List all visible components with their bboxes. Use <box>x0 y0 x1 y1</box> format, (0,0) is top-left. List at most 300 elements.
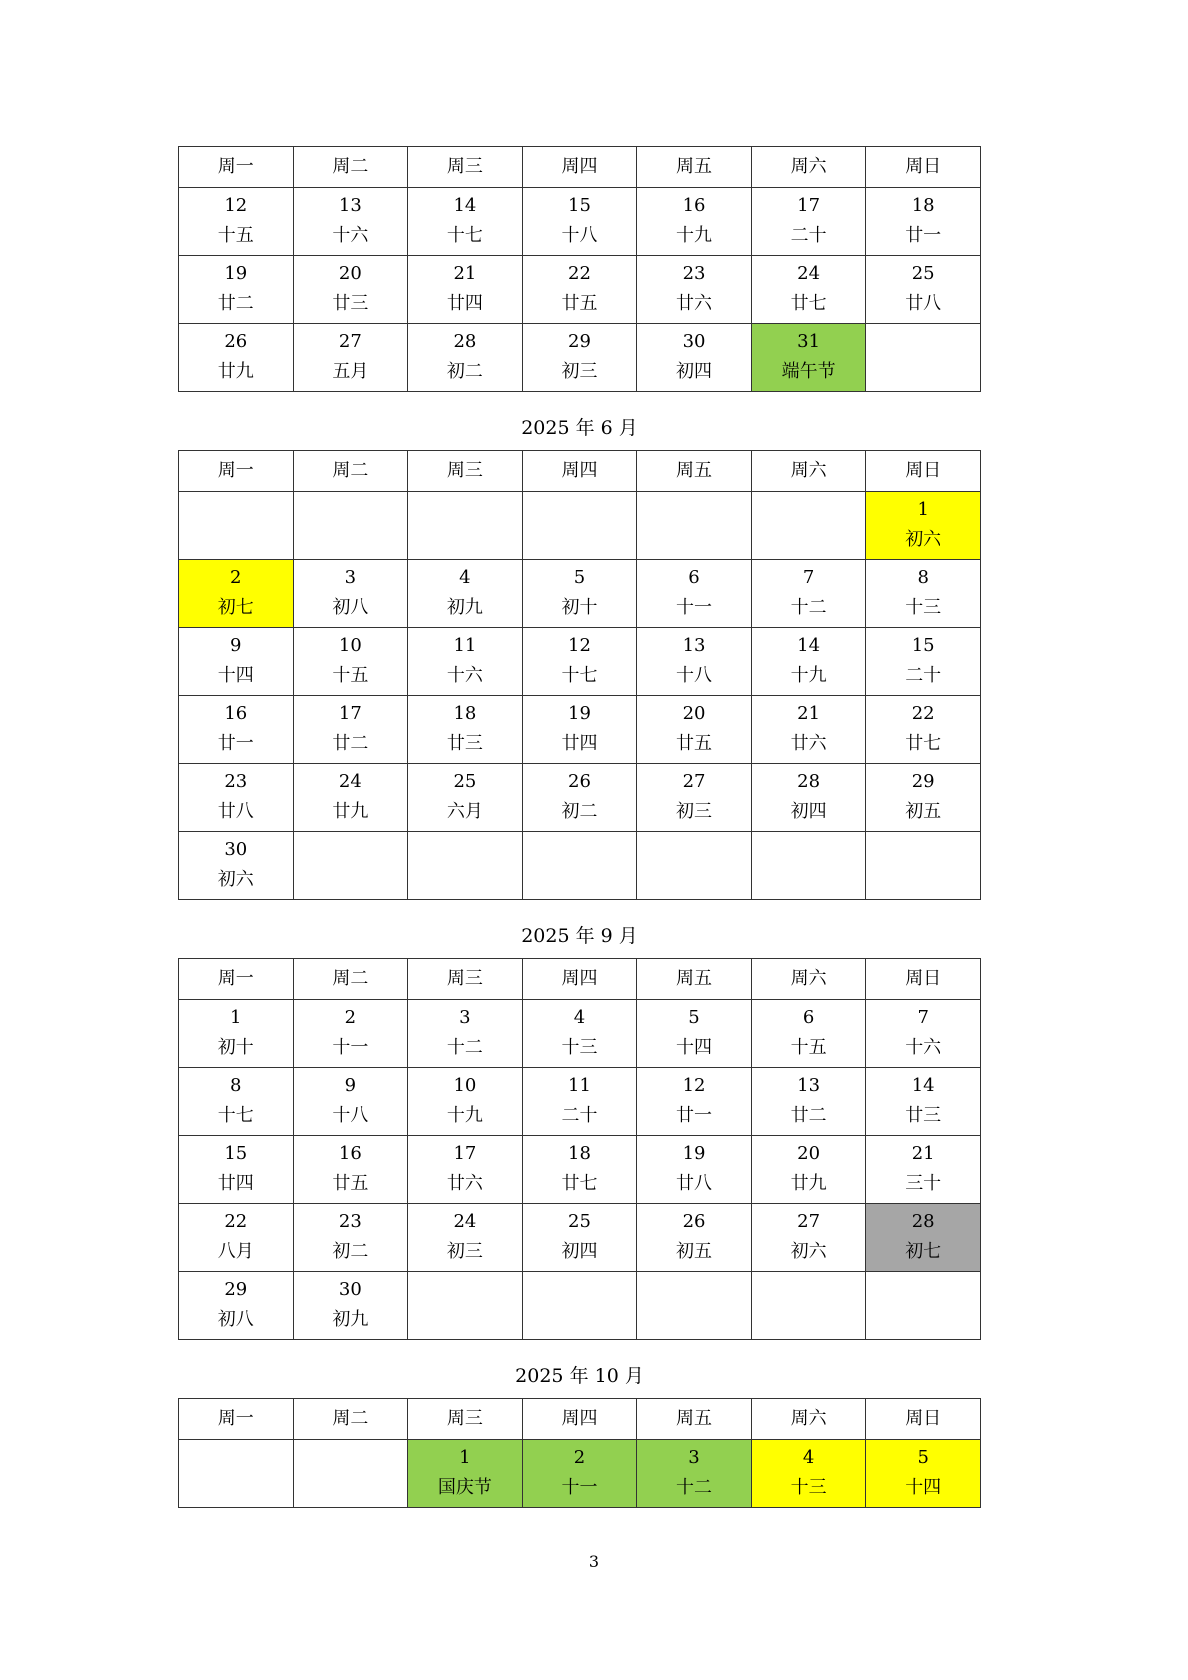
lunar-date: 廿三 <box>446 733 483 754</box>
lunar-date: 十一 <box>561 1477 598 1498</box>
day-cell <box>866 1440 981 1508</box>
week-row <box>179 492 981 560</box>
day-cell <box>179 1136 294 1204</box>
day-cell <box>408 324 523 392</box>
day-cell <box>293 1136 408 1204</box>
lunar-date: 十八 <box>561 225 598 246</box>
day-cell <box>522 764 637 832</box>
empty-cell <box>293 492 408 560</box>
lunar-date: 廿三 <box>332 293 369 314</box>
weekday-header: 周一 <box>179 959 294 1000</box>
day-number: 14 <box>911 1075 935 1096</box>
day-number: 5 <box>917 1447 929 1468</box>
day-number: 25 <box>453 771 477 792</box>
day-number: 31 <box>797 331 821 352</box>
day-cell <box>637 560 752 628</box>
lunar-date: 十六 <box>446 665 483 686</box>
week-row <box>179 1440 981 1508</box>
day-number: 8 <box>917 567 929 588</box>
week-row <box>179 188 981 256</box>
lunar-date: 初二 <box>561 801 598 822</box>
day-number: 15 <box>224 1143 248 1164</box>
day-cell <box>522 628 637 696</box>
day-number: 3 <box>688 1447 700 1468</box>
day-number: 30 <box>682 331 706 352</box>
empty-cell <box>866 1272 981 1340</box>
weekday-header: 周日 <box>866 451 981 492</box>
day-cell <box>179 1000 294 1068</box>
lunar-date: 国庆节 <box>437 1477 492 1498</box>
lunar-date: 廿三 <box>905 1105 942 1126</box>
day-cell <box>293 1068 408 1136</box>
empty-cell <box>637 1272 752 1340</box>
day-number: 29 <box>224 1279 248 1300</box>
day-cell <box>751 1000 866 1068</box>
day-number: 22 <box>224 1211 248 1232</box>
lunar-date: 初七 <box>905 1241 942 1262</box>
day-number: 2 <box>344 1007 357 1028</box>
week-row <box>179 1068 981 1136</box>
day-cell <box>751 1068 866 1136</box>
lunar-date: 八月 <box>217 1241 254 1262</box>
page-number: 3 <box>588 1552 600 1571</box>
day-cell <box>866 560 981 628</box>
day-cell <box>293 560 408 628</box>
week-row <box>179 1204 981 1272</box>
day-cell <box>408 560 523 628</box>
day-number: 26 <box>224 331 248 352</box>
day-number: 14 <box>453 195 477 216</box>
day-number: 19 <box>682 1143 706 1164</box>
weekday-header: 周日 <box>866 959 981 1000</box>
lunar-date: 初三 <box>676 801 713 822</box>
day-number: 20 <box>338 263 362 284</box>
day-number: 27 <box>797 1211 821 1232</box>
lunar-date: 廿六 <box>790 733 827 754</box>
day-number: 6 <box>802 1007 815 1028</box>
lunar-date: 廿二 <box>790 1105 827 1126</box>
lunar-date: 初二 <box>446 361 483 382</box>
day-cell <box>179 1272 294 1340</box>
lunar-date: 初六 <box>790 1241 827 1262</box>
day-number: 18 <box>453 703 477 724</box>
day-number: 12 <box>682 1075 706 1096</box>
lunar-date: 十七 <box>561 665 598 686</box>
empty-cell <box>751 832 866 900</box>
day-cell <box>179 560 294 628</box>
day-cell <box>637 764 752 832</box>
day-number: 17 <box>797 195 821 216</box>
day-cell <box>179 324 294 392</box>
weekday-header: 周四 <box>522 451 637 492</box>
day-number: 23 <box>338 1211 362 1232</box>
day-cell <box>293 1000 408 1068</box>
day-number: 24 <box>797 263 821 284</box>
day-number: 25 <box>568 1211 591 1232</box>
calendar-table <box>178 146 981 392</box>
lunar-date: 初九 <box>332 1309 369 1330</box>
lunar-date: 廿九 <box>790 1173 827 1194</box>
day-cell <box>522 1204 637 1272</box>
weekday-header: 周六 <box>751 451 866 492</box>
week-row <box>179 324 981 392</box>
day-number: 19 <box>224 263 248 284</box>
day-cell <box>751 324 866 392</box>
day-number: 17 <box>453 1143 477 1164</box>
empty-cell <box>408 832 523 900</box>
lunar-date: 廿四 <box>561 733 598 754</box>
week-row <box>179 1272 981 1340</box>
day-cell <box>522 188 637 256</box>
day-number: 10 <box>338 635 362 656</box>
lunar-date: 十一 <box>676 597 713 618</box>
day-cell <box>179 628 294 696</box>
day-cell <box>637 696 752 764</box>
lunar-date: 廿一 <box>217 733 254 754</box>
lunar-date: 初十 <box>217 1037 254 1058</box>
month-title: 2025 年 9 月 <box>521 925 638 947</box>
day-number: 5 <box>688 1007 700 1028</box>
lunar-date: 初六 <box>217 869 254 890</box>
month-title: 2025 年 6 月 <box>521 417 638 439</box>
day-cell <box>293 256 408 324</box>
day-number: 14 <box>797 635 821 656</box>
day-number: 24 <box>453 1211 477 1232</box>
day-cell <box>179 1204 294 1272</box>
empty-cell <box>522 492 637 560</box>
lunar-date: 十八 <box>332 1105 369 1126</box>
lunar-date: 初五 <box>905 801 942 822</box>
day-number: 15 <box>568 195 591 216</box>
day-number: 28 <box>911 1211 935 1232</box>
weekday-header: 周二 <box>293 1399 408 1440</box>
day-cell <box>522 256 637 324</box>
day-cell <box>179 832 294 900</box>
empty-cell <box>408 1272 523 1340</box>
lunar-date: 廿四 <box>217 1173 254 1194</box>
empty-cell <box>751 1272 866 1340</box>
lunar-date: 初八 <box>332 597 369 618</box>
week-row <box>179 256 981 324</box>
lunar-date: 廿二 <box>217 293 254 314</box>
day-cell <box>522 696 637 764</box>
day-cell <box>637 1136 752 1204</box>
lunar-date: 十六 <box>905 1037 942 1058</box>
day-number: 30 <box>224 839 248 860</box>
day-cell <box>522 1000 637 1068</box>
lunar-date: 十三 <box>561 1037 598 1058</box>
weekday-header-row <box>179 147 981 188</box>
day-number: 28 <box>453 331 477 352</box>
day-number: 7 <box>802 567 815 588</box>
day-number: 10 <box>453 1075 477 1096</box>
weekday-header: 周五 <box>637 959 752 1000</box>
lunar-date: 十七 <box>446 225 483 246</box>
day-number: 29 <box>568 331 591 352</box>
day-number: 16 <box>338 1143 362 1164</box>
lunar-date: 廿八 <box>676 1173 713 1194</box>
day-number: 11 <box>568 1075 591 1096</box>
day-cell <box>408 1000 523 1068</box>
day-cell <box>179 188 294 256</box>
day-number: 16 <box>682 195 706 216</box>
day-number: 1 <box>230 1007 242 1028</box>
day-number: 24 <box>338 771 362 792</box>
lunar-date: 二十 <box>561 1105 598 1126</box>
day-cell <box>293 1204 408 1272</box>
empty-cell <box>293 1440 408 1508</box>
lunar-date: 廿五 <box>676 733 713 754</box>
day-cell <box>522 324 637 392</box>
lunar-date: 初二 <box>332 1241 369 1262</box>
day-cell <box>751 188 866 256</box>
day-cell <box>751 256 866 324</box>
day-cell <box>637 188 752 256</box>
day-number: 5 <box>573 567 586 588</box>
lunar-date: 十七 <box>217 1105 254 1126</box>
lunar-date: 三十 <box>905 1173 942 1194</box>
lunar-date: 十四 <box>676 1037 713 1058</box>
day-cell <box>408 764 523 832</box>
lunar-date: 十一 <box>332 1037 369 1058</box>
empty-cell <box>866 832 981 900</box>
day-number: 4 <box>459 567 471 588</box>
day-number: 9 <box>230 635 242 656</box>
weekday-header: 周五 <box>637 451 752 492</box>
day-cell <box>522 1440 637 1508</box>
lunar-date: 十九 <box>446 1105 483 1126</box>
day-cell <box>408 188 523 256</box>
day-cell <box>637 1000 752 1068</box>
day-cell <box>293 324 408 392</box>
weekday-header: 周三 <box>408 451 523 492</box>
lunar-date: 廿九 <box>217 361 254 382</box>
day-cell <box>866 492 981 560</box>
weekday-header: 周三 <box>408 959 523 1000</box>
day-cell <box>866 696 981 764</box>
empty-cell <box>408 492 523 560</box>
day-cell <box>522 560 637 628</box>
lunar-date: 廿八 <box>905 293 942 314</box>
day-cell <box>408 1440 523 1508</box>
day-cell <box>179 764 294 832</box>
lunar-date: 初六 <box>905 529 942 550</box>
day-number: 9 <box>344 1075 357 1096</box>
day-cell <box>751 764 866 832</box>
lunar-date: 廿二 <box>332 733 369 754</box>
lunar-date: 二十 <box>790 225 827 246</box>
weekday-header: 周三 <box>408 147 523 188</box>
day-number: 21 <box>797 703 821 724</box>
lunar-date: 六月 <box>446 801 483 822</box>
day-number: 22 <box>911 703 935 724</box>
weekday-header: 周三 <box>408 1399 523 1440</box>
lunar-date: 初五 <box>676 1241 713 1262</box>
day-cell <box>751 628 866 696</box>
lunar-date: 十五 <box>217 225 254 246</box>
day-number: 2 <box>230 567 242 588</box>
lunar-date: 廿七 <box>790 293 827 314</box>
week-row <box>179 696 981 764</box>
weekday-header: 周一 <box>179 1399 294 1440</box>
day-cell <box>408 1136 523 1204</box>
day-number: 8 <box>230 1075 242 1096</box>
day-cell <box>637 324 752 392</box>
day-number: 29 <box>911 771 935 792</box>
lunar-date: 廿五 <box>332 1173 369 1194</box>
lunar-date: 初四 <box>561 1241 598 1262</box>
weekday-header-row <box>179 451 981 492</box>
day-number: 1 <box>917 499 929 520</box>
lunar-date: 廿六 <box>446 1173 483 1194</box>
empty-cell <box>179 1440 294 1508</box>
lunar-date: 十六 <box>332 225 369 246</box>
lunar-date: 廿六 <box>676 293 713 314</box>
lunar-date: 初七 <box>217 597 254 618</box>
weekday-header: 周一 <box>179 147 294 188</box>
day-cell <box>293 1272 408 1340</box>
day-number: 7 <box>917 1007 929 1028</box>
weekday-header: 周六 <box>751 147 866 188</box>
day-cell <box>293 628 408 696</box>
day-cell <box>866 1000 981 1068</box>
week-row <box>179 832 981 900</box>
weekday-header: 周五 <box>637 1399 752 1440</box>
weekday-header: 周四 <box>522 1399 637 1440</box>
lunar-date: 十二 <box>676 1477 713 1498</box>
weekday-header: 周二 <box>293 959 408 1000</box>
day-cell <box>751 560 866 628</box>
day-cell <box>751 1440 866 1508</box>
empty-cell <box>293 832 408 900</box>
day-number: 13 <box>682 635 706 656</box>
weekday-header: 周六 <box>751 959 866 1000</box>
lunar-date: 端午节 <box>781 361 836 382</box>
weekday-header: 周日 <box>866 147 981 188</box>
day-number: 23 <box>682 263 706 284</box>
day-number: 16 <box>224 703 248 724</box>
day-cell <box>637 256 752 324</box>
day-cell <box>408 696 523 764</box>
day-cell <box>637 1440 752 1508</box>
weekday-header: 周六 <box>751 1399 866 1440</box>
day-number: 12 <box>224 195 248 216</box>
day-number: 17 <box>338 703 362 724</box>
empty-cell <box>866 324 981 392</box>
day-number: 23 <box>224 771 248 792</box>
week-row <box>179 1000 981 1068</box>
day-number: 27 <box>338 331 362 352</box>
lunar-date: 十二 <box>446 1037 483 1058</box>
day-cell <box>637 1068 752 1136</box>
day-cell <box>866 1136 981 1204</box>
lunar-date: 初四 <box>676 361 713 382</box>
lunar-date: 十八 <box>676 665 713 686</box>
lunar-date: 初十 <box>561 597 598 618</box>
day-number: 13 <box>797 1075 821 1096</box>
day-number: 28 <box>797 771 821 792</box>
calendar-list <box>178 146 981 1508</box>
lunar-date: 十三 <box>790 1477 827 1498</box>
lunar-date: 十五 <box>790 1037 827 1058</box>
day-number: 26 <box>682 1211 706 1232</box>
lunar-date: 初三 <box>561 361 598 382</box>
day-number: 13 <box>338 195 362 216</box>
day-number: 30 <box>338 1279 362 1300</box>
weekday-header: 周一 <box>179 451 294 492</box>
lunar-date: 十四 <box>905 1477 942 1498</box>
lunar-date: 初四 <box>790 801 827 822</box>
day-cell <box>522 1068 637 1136</box>
day-number: 22 <box>568 263 591 284</box>
day-number: 15 <box>911 635 935 656</box>
day-number: 18 <box>568 1143 591 1164</box>
day-number: 3 <box>459 1007 471 1028</box>
day-cell <box>751 1204 866 1272</box>
calendar-table <box>178 958 981 1340</box>
lunar-date: 廿一 <box>676 1105 713 1126</box>
week-row <box>179 1136 981 1204</box>
lunar-date: 五月 <box>332 361 369 382</box>
lunar-date: 廿四 <box>446 293 483 314</box>
day-cell <box>637 628 752 696</box>
day-number: 20 <box>682 703 706 724</box>
lunar-date: 十二 <box>790 597 827 618</box>
day-cell <box>179 256 294 324</box>
day-number: 18 <box>911 195 935 216</box>
weekday-header: 周二 <box>293 451 408 492</box>
weekday-header-row <box>179 1399 981 1440</box>
lunar-date: 十三 <box>905 597 942 618</box>
calendar-table <box>178 1398 981 1508</box>
lunar-date: 廿七 <box>561 1173 598 1194</box>
lunar-date: 廿五 <box>561 293 598 314</box>
week-row <box>179 628 981 696</box>
empty-cell <box>751 492 866 560</box>
day-number: 25 <box>911 263 935 284</box>
lunar-date: 初八 <box>217 1309 254 1330</box>
day-cell <box>522 1136 637 1204</box>
day-number: 27 <box>682 771 706 792</box>
lunar-date: 十四 <box>217 665 254 686</box>
day-cell <box>408 628 523 696</box>
day-cell <box>179 696 294 764</box>
lunar-date: 十九 <box>790 665 827 686</box>
week-row <box>179 764 981 832</box>
lunar-date: 廿九 <box>332 801 369 822</box>
lunar-date: 初三 <box>446 1241 483 1262</box>
weekday-header: 周日 <box>866 1399 981 1440</box>
day-number: 26 <box>568 771 591 792</box>
empty-cell <box>522 1272 637 1340</box>
day-number: 12 <box>568 635 591 656</box>
lunar-date: 十五 <box>332 665 369 686</box>
day-cell <box>293 188 408 256</box>
empty-cell <box>637 832 752 900</box>
day-cell <box>866 764 981 832</box>
day-cell <box>866 1068 981 1136</box>
weekday-header-row <box>179 959 981 1000</box>
weekday-header: 周五 <box>637 147 752 188</box>
month-title: 2025 年 10 月 <box>515 1365 644 1387</box>
lunar-date: 廿一 <box>905 225 942 246</box>
weekday-header: 周二 <box>293 147 408 188</box>
day-cell <box>866 188 981 256</box>
day-cell <box>751 696 866 764</box>
lunar-date: 二十 <box>905 665 942 686</box>
lunar-date: 廿七 <box>905 733 942 754</box>
weekday-header: 周四 <box>522 959 637 1000</box>
